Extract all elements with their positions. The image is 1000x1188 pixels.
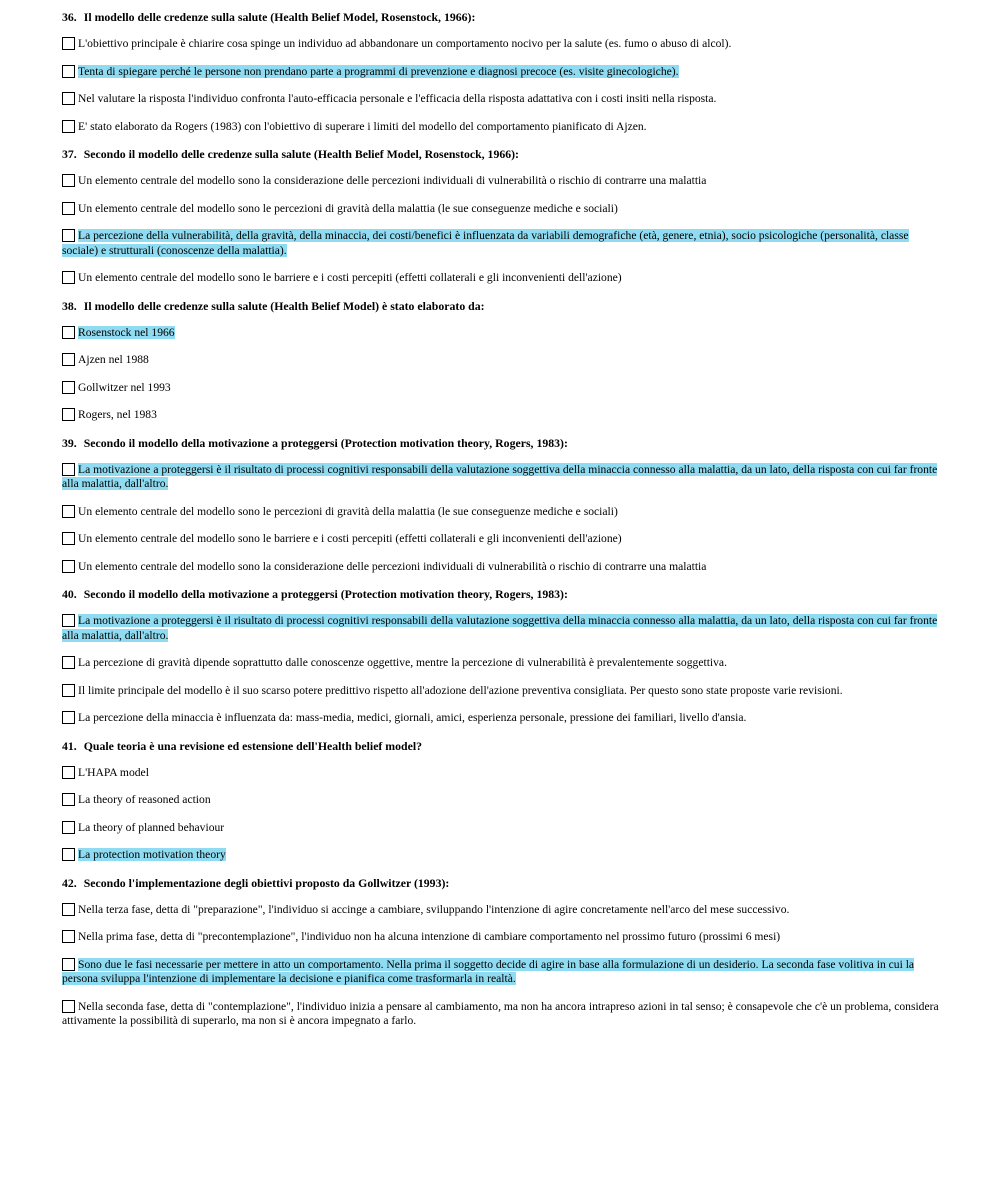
answer-option (62, 766, 940, 781)
question-title (62, 739, 940, 756)
answer-checkbox[interactable] (62, 560, 75, 573)
answer-option (62, 202, 940, 217)
answer-text: Un elemento centrale del modello sono la considerazione delle percezioni individuali di vulnerabilità o rischio di contrarre una malattia (78, 559, 707, 573)
question-number: 42. (62, 875, 77, 890)
question-text: Secondo il modello della motivazione a proteggersi (Protection motivation theory, Rogers, 1983): (83, 587, 568, 601)
answer-option (62, 684, 940, 699)
answer-option (62, 560, 940, 575)
answer-text: L'obiettivo principale è chiarire cosa spinge un individuo ad abbandonare un comportamento nocivo per la salute (es. fumo o abuso di alcol). (78, 37, 732, 50)
answer-checkbox[interactable] (62, 958, 75, 971)
question-number: 38. (62, 298, 77, 313)
answer-checkbox[interactable] (62, 793, 75, 806)
answer-option (62, 92, 940, 107)
answer-text: Ajzen nel 1988 (78, 353, 149, 366)
answer-option (62, 793, 940, 808)
answer-checkbox[interactable] (62, 381, 75, 394)
answer-checkbox[interactable] (62, 766, 75, 779)
answer-option (62, 120, 940, 135)
question-number: 40. (62, 587, 77, 601)
answer-text: La theory of planned behaviour (78, 820, 225, 834)
answer-checkbox[interactable] (62, 505, 75, 518)
answer-option (62, 505, 940, 520)
answer-text: Un elemento centrale del modello sono le percezioni di gravità della malattia (le sue conseguenze mediche e sociali) (78, 201, 618, 215)
answer-text: Nel valutare la risposta l'individuo confronta l'auto-efficacia personale e l'efficacia della risposta adattativa con i costi insiti nella risposta. (78, 92, 717, 105)
answer-checkbox[interactable] (62, 821, 75, 834)
question-block (62, 739, 940, 863)
answer-checkbox[interactable] (62, 1000, 75, 1013)
question-text: Quale teoria è una revisione ed estensione dell'Health belief model? (83, 738, 423, 753)
answer-text: Rogers, nel 1983 (78, 408, 157, 421)
answer-text: Un elemento centrale del modello sono la considerazione delle percezioni individuali di vulnerabilità o rischio di contrarre una malattia (78, 174, 707, 187)
answer-checkbox[interactable] (62, 848, 75, 861)
question-title (62, 587, 940, 604)
answer-option (62, 1000, 940, 1029)
question-text: Secondo il modello della motivazione a proteggersi (Protection motivation theory, Rogers, 1983): (83, 435, 568, 450)
answer-option (62, 821, 940, 836)
answer-text-highlighted: La percezione della vulnerabilità, della gravità, della minaccia, dei costi/benefici è influenzata da variabili demografiche (età, genere, etnia), socio psicologiche (personalità, classe sociale) e strutturali (conoscenze della malattia). (62, 229, 909, 257)
answer-checkbox[interactable] (62, 903, 75, 916)
answer-option (62, 381, 940, 396)
question-title (62, 10, 940, 27)
question-block (62, 10, 940, 134)
answer-option (62, 271, 940, 286)
question-number: 39. (62, 435, 77, 450)
answer-option (62, 614, 940, 643)
question-number: 36. (62, 10, 77, 24)
answer-text-highlighted: La protection motivation theory (78, 848, 226, 861)
answer-checkbox[interactable] (62, 174, 75, 187)
question-title (62, 299, 940, 316)
answer-text: E' stato elaborato da Rogers (1983) con l'obiettivo di superare i limiti del modello del comportamento pianificato di Ajzen. (78, 119, 647, 133)
answer-checkbox[interactable] (62, 229, 75, 242)
answer-text-highlighted: La motivazione a proteggersi è il risultato di processi cognitivi responsabili della valutazione soggettiva della minaccia connesso alla malattia, da un lato, della risposta con cui far fronte alla malattia, dall'altro. (62, 462, 938, 490)
answer-option (62, 65, 940, 80)
question-text: Secondo l'implementazione degli obiettivi proposto da Gollwitzer (1993): (83, 875, 450, 890)
answer-text: La percezione della minaccia è influenzata da: mass-media, medici, giornali, amici, esperienza personale, pressione dei familiari, livello d'ansia. (78, 711, 747, 724)
question-block (62, 587, 940, 726)
answer-option (62, 532, 940, 547)
answer-option (62, 326, 940, 341)
question-title (62, 147, 940, 164)
answer-checkbox[interactable] (62, 711, 75, 724)
answer-text: Nella terza fase, detta di "preparazione", l'individuo si accinge a cambiare, sviluppando l'intenzione di agire concretamente nell'arco del mese successivo. (78, 902, 790, 916)
answer-option (62, 958, 940, 987)
answer-option (62, 903, 940, 918)
question-block (62, 876, 940, 1029)
answer-checkbox[interactable] (62, 408, 75, 421)
answer-option (62, 408, 940, 423)
question-number: 37. (62, 147, 77, 161)
answer-text: Un elemento centrale del modello sono le barriere e i costi percepiti (effetti collaterali e gli inconvenienti dell'azione) (78, 532, 622, 545)
answer-text: Gollwitzer nel 1993 (78, 380, 171, 394)
question-text: Il modello delle credenze sulla salute (Health Belief Model, Rosenstock, 1966): (83, 10, 476, 24)
answer-option (62, 37, 940, 52)
answer-checkbox[interactable] (62, 202, 75, 215)
answer-option (62, 463, 940, 492)
answer-option (62, 353, 940, 368)
answer-text: La theory of reasoned action (78, 793, 211, 806)
question-title (62, 876, 940, 893)
question-block (62, 147, 940, 286)
answer-checkbox[interactable] (62, 614, 75, 627)
answer-text: Nella seconda fase, detta di "contemplazione", l'individuo inizia a pensare al cambiamento, ma non ha ancora intrapreso azioni in tal senso; è consapevole che c'è un problema, considera attivamente la possibilità di superarlo, ma non si è ancora impegnato a farlo. (62, 999, 939, 1027)
answer-text-highlighted: Tenta di spiegare perché le persone non prendano parte a programmi di prevenzione e diagnosi precoce (es. visite ginecologiche). (78, 64, 679, 78)
answer-checkbox[interactable] (62, 65, 75, 78)
answer-text: Nella prima fase, detta di "precontemplazione", l'individuo non ha alcuna intenzione di cambiare comportamento nel prossimo futuro (prossimi 6 mesi) (78, 930, 781, 943)
answer-text: L'HAPA model (78, 765, 149, 779)
answer-checkbox[interactable] (62, 930, 75, 943)
answer-option (62, 229, 940, 258)
answer-checkbox[interactable] (62, 37, 75, 50)
answer-checkbox[interactable] (62, 326, 75, 339)
answer-option (62, 930, 940, 945)
answer-checkbox[interactable] (62, 120, 75, 133)
answer-text-highlighted: Rosenstock nel 1966 (78, 325, 175, 339)
answer-checkbox[interactable] (62, 532, 75, 545)
answer-checkbox[interactable] (62, 353, 75, 366)
answer-checkbox[interactable] (62, 92, 75, 105)
answer-checkbox[interactable] (62, 271, 75, 284)
answer-checkbox[interactable] (62, 684, 75, 697)
answer-checkbox[interactable] (62, 656, 75, 669)
answer-option (62, 711, 940, 726)
answer-option (62, 656, 940, 671)
answer-text-highlighted: Sono due le fasi necessarie per mettere in atto un comportamento. Nella prima il soggetto decide di agire in base alla formulazione di un desiderio. La seconda fase volitiva in cui la persona sviluppa l'intenzione di implementare la decisione e pianifica come trasformarla in realtà. (62, 957, 915, 985)
answer-text: Un elemento centrale del modello sono le percezioni di gravità della malattia (le sue conseguenze mediche e sociali) (78, 504, 618, 518)
question-title (62, 436, 940, 453)
answer-text: Il limite principale del modello è il suo scarso potere predittivo rispetto all'adozione dell'azione preventiva consigliata. Per questo sono state proposte varie revisioni. (78, 683, 843, 697)
question-text: Secondo il modello delle credenze sulla salute (Health Belief Model, Rosenstock, 1966): (83, 147, 519, 161)
answer-text: La percezione di gravità dipende soprattutto dalle conoscenze oggettive, mentre la percezione di vulnerabilità è prevalentemente soggettiva. (78, 656, 727, 669)
question-block (62, 436, 940, 575)
answer-text-highlighted: La motivazione a proteggersi è il risultato di processi cognitivi responsabili della valutazione soggettiva della minaccia connesso alla malattia, da un lato, della risposta con cui far fronte alla malattia, dall'altro. (62, 614, 938, 642)
answer-text: Un elemento centrale del modello sono le barriere e i costi percepiti (effetti collaterali e gli inconvenienti dell'azione) (78, 271, 622, 284)
answer-option (62, 848, 940, 863)
answer-checkbox[interactable] (62, 463, 75, 476)
quiz-document (62, 10, 940, 1042)
question-number: 41. (62, 738, 77, 753)
question-block (62, 299, 940, 423)
answer-option (62, 174, 940, 189)
question-text: Il modello delle credenze sulla salute (Health Belief Model) è stato elaborato da: (83, 298, 485, 313)
